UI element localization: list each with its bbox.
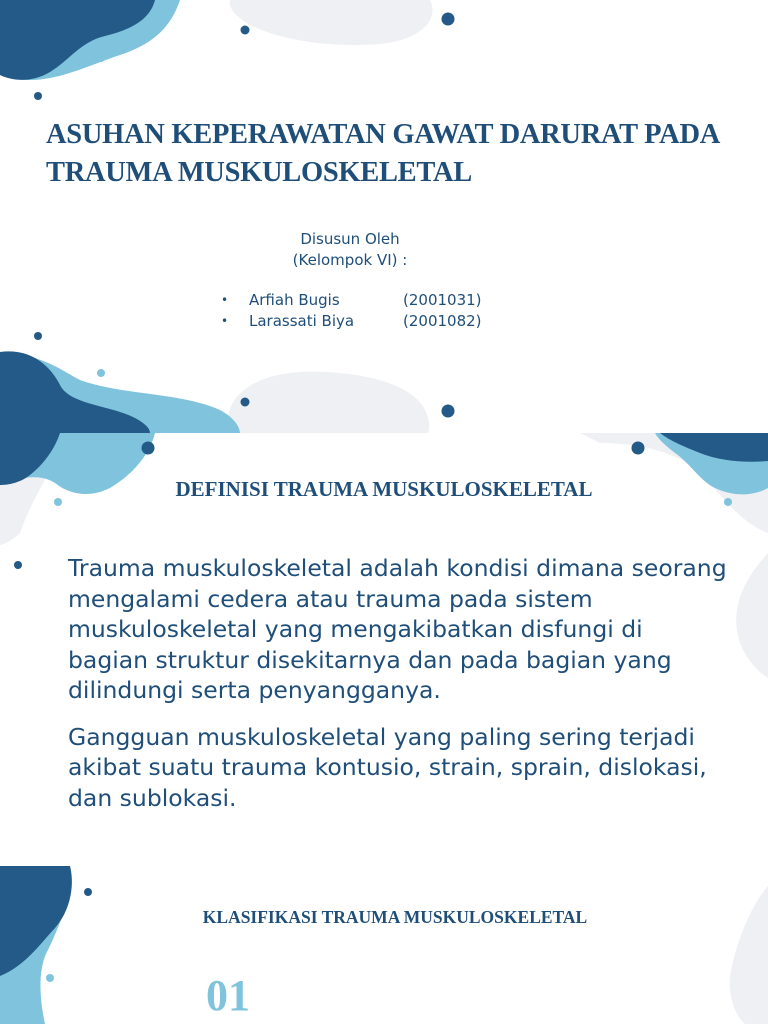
definition-paragraph: Trauma muskuloskeletal adalah kondisi dimana seorang mengalami cedera atau trauma pada sistem muskuloskeletal yang mengakibatkan disfungi di bagian struktur disekitarnya dan pada bagian yang dilindungi serta penyangganya. (68, 554, 727, 704)
slide-definition (0, 433, 768, 866)
author-name: Larassati Biya (249, 312, 355, 330)
definition-paragraph: Gangguan muskuloskeletal yang paling sering terjadi akibat suatu trauma kontusio, strain, sprain, dislokasi, dan sublokasi. (68, 722, 707, 812)
authors-list (221, 290, 482, 332)
slide1-decoration (0, 0, 768, 433)
presentation-title: ASUHAN KEPERAWATAN GAWAT DARURAT PADA TRAUMA MUSKULOSKELETAL (46, 119, 719, 188)
slide3-decoration (0, 866, 768, 1024)
classification-heading: KLASIFIKASI TRAUMA MUSKULOSKELETAL (202, 907, 588, 927)
definition-heading: DEFINISI TRAUMA MUSKULOSKELETAL (175, 477, 593, 501)
author-item (221, 311, 482, 332)
author-name: Arfiah Bugis (249, 291, 340, 309)
section-number: 01 (206, 971, 250, 1020)
authors-heading (240, 229, 460, 271)
author-id: (2001082) (403, 312, 482, 330)
slide-title (0, 0, 768, 433)
author-item (221, 290, 482, 311)
author-id: (2001031) (403, 291, 482, 309)
slide-classification (0, 866, 768, 1024)
definition-body (68, 553, 728, 829)
group-label: (Kelompok VI) : (292, 251, 408, 269)
compiled-by-label: Disusun Oleh (300, 230, 400, 248)
